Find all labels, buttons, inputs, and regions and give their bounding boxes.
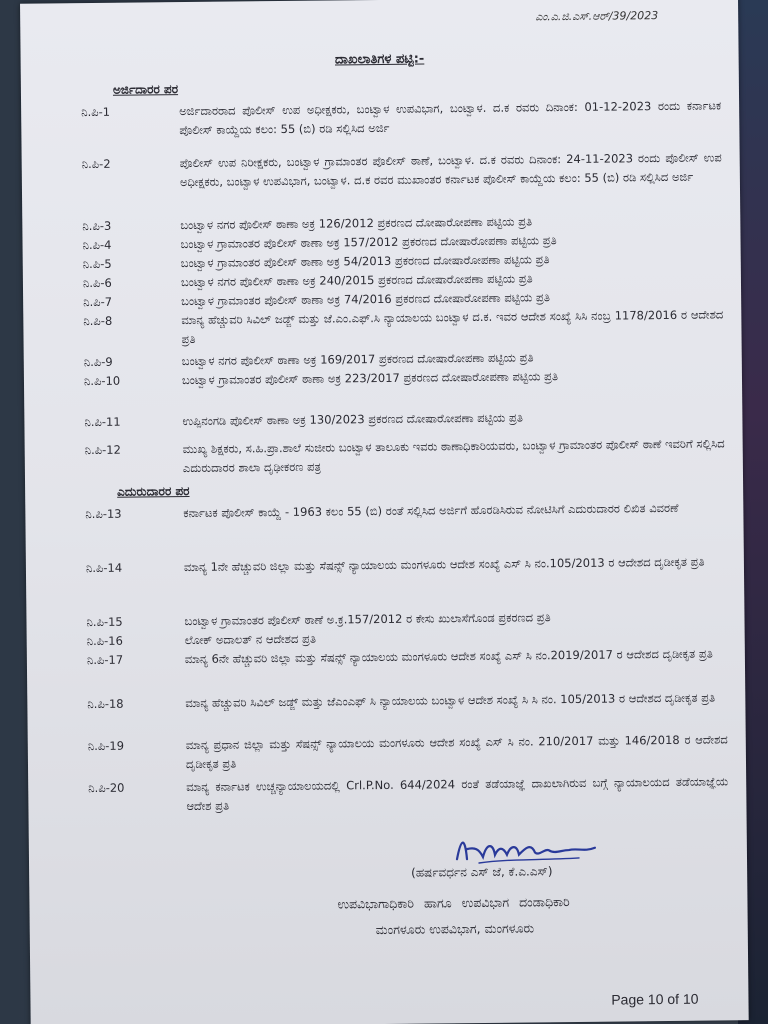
item-label: ನಿ.ಪಿ-8 [83, 313, 113, 329]
section-respondent: ಎದುರುದಾರರ ಪರ [117, 484, 190, 499]
item-text: ಮಾನ್ಯ 1ನೇ ಹೆಚ್ಚುವರಿ ಜಿಲ್ಲಾ ಮತ್ತು ಸೆಷನ್ಸ್ ನ್ಯಾಯಾಲಯ ಮಂಗಳೂರು ಆದೇಶ ಸಂಖ್ಯೆ ಎಸ್ ಸಿ ನಂ.105/2013 ರ ಆದೇಶದ ದೃಡೀಕೃತ ಪ್ರತಿ [183, 554, 705, 575]
list-item [83, 305, 723, 350]
list-item [88, 772, 728, 817]
item-label: ನಿ.ಪಿ-5 [82, 256, 112, 272]
item-text: ಬಂಟ್ವಾಳ ನಗರ ಪೊಲೀಸ್ ಠಾಣಾ ಅಕ್ರ 240/2015 ಪ್ರಕರಣದ ದೋಷಾರೋಪಣಾ ಪಟ್ಟಿಯ ಪ್ರತಿ [180, 271, 533, 290]
item-label: ನಿ.ಪಿ-9 [83, 354, 113, 370]
item-label: ನಿ.ಪಿ-19 [87, 738, 125, 754]
item-text: ಮಾನ್ಯ 6ನೇ ಹೆಚ್ಚುವರಿ ಜಿಲ್ಲಾ ಮತ್ತು ಸೆಷನ್ಸ್ ನ್ಯಾಯಾಲಯ ಮಂಗಳೂರು ಆದೇಶ ಸಂಖ್ಯೆ ಎಸ್ ಸಿ ನಂ.2019/2017 ರ ಆದೇಶದ ದೃಡೀಕೃತ ಪ್ರತಿ [184, 646, 713, 667]
item-text: ಕರ್ನಾಟಕ ಪೊಲೀಸ್ ಕಾಯ್ದೆ - 1963 ಕಲಂ 55 (ಬಿ) ರಂತೆ ಸಲ್ಲಿಸಿದ ಅರ್ಜಿಗೆ ಹೊರಡಿಸಿರುವ ನೋಟಿಸಿಗೆ ಎದುರುದಾರರ ಲಿಖಿತ ವಿವರಣೆ [183, 500, 679, 521]
item-text: ಬಂಟ್ವಾಳ ಗ್ರಾಮಾಂತರ ಪೊಲೀಸ್ ಠಾಣಾ ಅಕ್ರ 157/2012 ಪ್ರಕರಣದ ದೋಷಾರೋಪಣಾ ಪಟ್ಟಿಯ ಪ್ರತಿ [180, 233, 557, 252]
item-label: ನಿ.ಪಿ-13 [85, 506, 122, 522]
item-label: ನಿ.ಪಿ-14 [85, 560, 123, 576]
signatory-title: ಉಪವಿಭಾಗಾಧಿಕಾರಿ ಹಾಗೂ ಉಪವಿಭಾಗ ದಂಡಾಧಿಕಾರಿ [337, 894, 570, 912]
item-text: ಬಂಟ್ವಾಳ ಗ್ರಾಮಾಂತರ ಪೊಲೀಸ್ ಠಾಣಾ ಅಕ್ರ 74/2016 ಪ್ರಕರಣದ ದೋಷಾರೋಪಣಾ ಪಟ್ಟಿಯ ಪ್ರತಿ [181, 290, 551, 309]
item-text: ಬಂಟ್ವಾಳ ಗ್ರಾಮಾಂತರ ಪೊಲೀಸ್ ಠಾಣಾ ಅಕ್ರ 54/2013 ಪ್ರಕರಣದ ದೋಷಾರೋಪಣಾ ಪಟ್ಟಿಯ ಪ್ರತಿ [180, 252, 550, 271]
document-page [20, 0, 749, 1024]
list-item [86, 552, 726, 578]
document-heading: ದಾಖಲಾತಿಗಳ ಪಟ್ಟಿ:- [334, 51, 425, 68]
list-item [87, 688, 727, 714]
item-text: ಮುಖ್ಯ ಶಿಕ್ಷಕರು, ಸ.ಹಿ.ಪ್ರಾ.ಶಾಲೆ ಸುಜೀರು ಬಂಟ್ವಾಳ ತಾಲೂಕು ಇವರು ಠಾಣಾಧಿಕಾರಿಯವರು, ಬಂಟ್ವಾಳ ಗ್ರಾಮಾಂತರ ಪೊಲೀಸ್ ಠಾಣೆ ಇವರಿಗೆ ಸಲ್ಲಿಸಿದ ಎದುರುದಾರರ ಶಾಲಾ ದೃಢೀಕರಣ ಪತ್ರ [182, 436, 725, 476]
item-text: ಪೊಲೀಸ್ ಉಪ ನಿರೀಕ್ಷಕರು, ಬಂಟ್ವಾಳ ಗ್ರಾಮಾಂತರ ಪೊಲೀಸ್ ಠಾಣೆ, ಬಂಟ್ವಾಳ. ದ.ಕ ರವರು ದಿನಾಂಕ: 24-11-2023 ರಂದು ಪೊಲೀಸ್ ಉಪ ಅಧೀಕ್ಷಕರು, ಬಂಟ್ವಾಳ ಉಪವಿಭಾಗ, ಬಂಟ್ವಾಳ. ದ.ಕ ರವರ ಮುಖಾಂತರ ಕರ್ನಾಟಕ ಪೊಲೀಸ್ ಕಾಯ್ದೆಯ ಕಲಂ: 55 (ಬಿ) ರಡಿ ಸಲ್ಲಿಸಿದ ಅರ್ಜಿ [179, 150, 722, 190]
item-label: ನಿ.ಪಿ-20 [88, 780, 125, 796]
reference-number: ಎಂ.ಎ.ಜಿ.ಎಸ್.ಆರ್/39/2023 [535, 9, 659, 24]
item-label: ನಿ.ಪಿ-12 [84, 442, 121, 458]
item-label: ನಿ.ಪಿ-17 [86, 652, 124, 668]
item-text: ಬಂಟ್ವಾಳ ನಗರ ಪೊಲೀಸ್ ಠಾಣಾ ಅಕ್ರ 126/2012 ಪ್ರಕರಣದ ದೋಷಾರೋಪಣಾ ಪಟ್ಟಿಯ ಪ್ರತಿ [180, 214, 533, 233]
list-item [81, 96, 721, 141]
item-text: ಮಾನ್ಯ ಹೆಚ್ಚುವರಿ ಸಿವಿಲ್ ಜಡ್ಜ್ ಮತ್ತು ಜೆ.ಎಂ.ಎಫ್.ಸಿ ನ್ಯಾಯಾಲಯ ಬಂಟ್ವಾಳ ದ.ಕ. ಇವರ ಆದೇಶ ಸಂಖ್ಯೆ ಸಿಸಿ ನಂಬ್ರ 1178/2016 ರ ಆದೇಶದ ಪ್ರತಿ [181, 307, 724, 347]
item-text: ಲೋಕ್ ಅದಾಲತ್ ನ ಆದೇಶದ ಪ್ರತಿ [184, 631, 317, 648]
item-label: ನಿ.ಪಿ-2 [81, 156, 111, 172]
list-item [85, 498, 725, 524]
item-label: ನಿ.ಪಿ-4 [82, 237, 112, 253]
item-label: ನಿ.ಪಿ-15 [86, 614, 123, 630]
signatory-office: ಮಂಗಳೂರು ಉಪವಿಭಾಗ, ಮಂಗಳೂರು [375, 920, 535, 938]
item-text: ಬಂಟ್ವಾಳ ಗ್ರಾಮಾಂತರ ಪೊಲೀಸ್ ಠಾಣಾ ಅಕ್ರ 223/2017 ಪ್ರಕರಣದ ದೋಷಾರೋಪಣಾ ಪಟ್ಟಿಯ ಪ್ರತಿ [181, 369, 559, 388]
item-label: ನಿ.ಪಿ-3 [82, 218, 112, 234]
item-text: ಉಪ್ಪಿನಂಗಡಿ ಪೊಲೀಸ್ ಠಾಣಾ ಅಕ್ರ 130/2023 ಪ್ರಕರಣದ ದೋಷಾರೋಪಣಾ ಪಟ್ಟಿಯ ಪ್ರತಿ [182, 410, 523, 429]
item-label: ನಿ.ಪಿ-1 [81, 104, 111, 120]
signature-image [449, 828, 599, 870]
list-item [82, 148, 722, 193]
item-text: ಮಾನ್ಯ ಹೆಚ್ಚುವರಿ ಸಿವಿಲ್ ಜಡ್ಜ್ ಮತ್ತು ಜೆಎಂಎಫ್ ಸಿ ನ್ಯಾಯಾಲಯ ಬಂಟ್ವಾಳ ಆದೇಶ ಸಂಖ್ಯೆ ಸಿ ಸಿ ನಂ. 105/2013 ರ ಆದೇಶದ ದೃಡೀಕೃತ ಪ್ರತಿ [185, 690, 716, 711]
item-label: ನಿ.ಪಿ-7 [83, 294, 113, 310]
item-label: ನಿ.ಪಿ-11 [84, 414, 121, 430]
item-label: ನಿ.ಪಿ-10 [83, 373, 121, 389]
item-text: ಅರ್ಜಿದಾರರಾದ ಪೊಲೀಸ್ ಉಪ ಅಧೀಕ್ಷಕರು, ಬಂಟ್ವಾಳ ಉಪವಿಭಾಗ, ಬಂಟ್ವಾಳ. ದ.ಕ ರವರು ದಿನಾಂಕ: 01-12-2023 ರಂದು ಕರ್ನಾಟಕ ಪೊಲೀಸ್ ಕಾಯ್ದೆಯ ಕಲಂ: 55 (ಬಿ) ರಡಿ ಸಲ್ಲಿಸಿದ ಅರ್ಜಿ [179, 98, 722, 138]
list-item [88, 730, 728, 775]
item-label: ನಿ.ಪಿ-6 [82, 275, 112, 291]
item-text: ಮಾನ್ಯ ಕರ್ನಾಟಕ ಉಚ್ಚನ್ಯಾಯಾಲಯದಲ್ಲಿ Crl.P.No. 644/2024 ರಂತೆ ತಡೆಯಾಜ್ಞೆ ದಾಖಲಾಗಿರುವ ಬಗ್ಗೆ ನ್ಯಾಯಾಲಯದ ತಡೆಯಾಜ್ಞೆಯ ಆದೇಶ ಪ್ರತಿ [186, 774, 729, 814]
list-item [84, 406, 724, 432]
item-label: ನಿ.ಪಿ-16 [86, 633, 123, 649]
item-label: ನಿ.ಪಿ-18 [87, 696, 124, 712]
page-number: Page 10 of 10 [611, 990, 699, 1008]
item-text: ಬಂಟ್ವಾಳ ನಗರ ಪೊಲೀಸ್ ಠಾಣಾ ಅಕ್ರ 169/2017 ಪ್ರಕರಣದ ದೋಷಾರೋಪಣಾ ಪಟ್ಟಿಯ ಪ್ರತಿ [181, 350, 534, 369]
item-text: ಬಂಟ್ವಾಳ ಗ್ರಾಮಾಂತರ ಪೊಲೀಸ್ ಠಾಣೆ ಅ.ಕ್ರ.157/2012 ರ ಕೇಸು ಖುಲಾಸೆಗೊಂಡ ಪ್ರಕರಣದ ಪ್ರತಿ [184, 610, 551, 629]
item-text: ಮಾನ್ಯ ಪ್ರಧಾನ ಜಿಲ್ಲಾ ಮತ್ತು ಸೆಷನ್ಸ್ ನ್ಯಾಯಾಲಯ ಮಂಗಳೂರು ಆದೇಶ ಸಂಖ್ಯೆ ಎಸ್ ಸಿ ನಂ. 210/2017 ಮತ್ತು 146/2018 ರ ಆದೇಶದ ದೃಡೀಕೃತ ಪ್ರತಿ [185, 732, 728, 772]
section-applicant: ಅರ್ಜಿದಾರರ ಪರ [112, 82, 179, 97]
list-item [85, 434, 725, 479]
signatory-name: (ಹರ್ಷವರ್ಧನ ಎಸ್ ಜೆ, ಕೆ.ಎ.ಎಸ್) [411, 864, 553, 880]
